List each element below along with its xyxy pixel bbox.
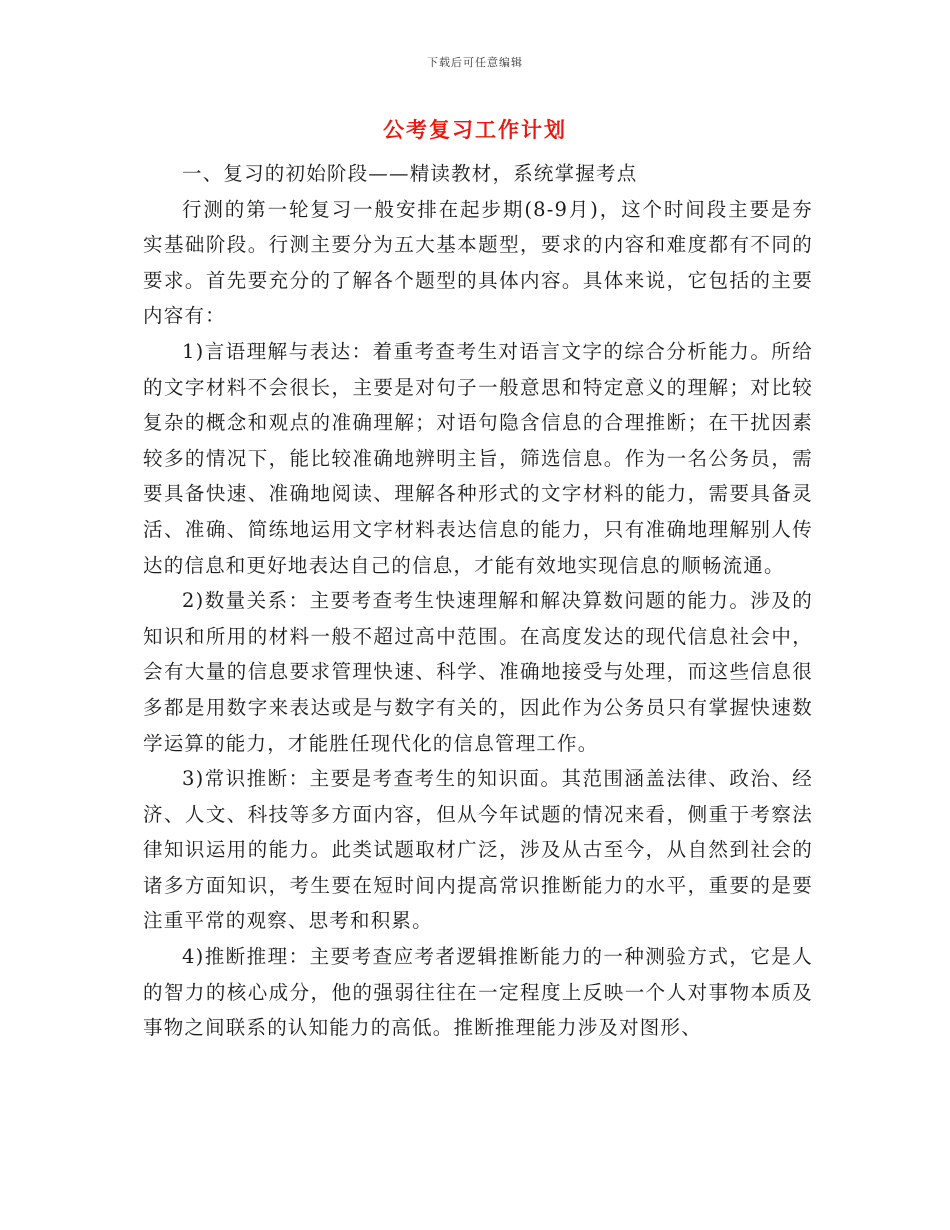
paragraph-intro: 行测的第一轮复习一般安排在起步期(8-9月)，这个时间段主要是夯实基础阶段。行测主要分为五大基本题型，要求的内容和难度都有不同的要求。首先要充分的了解各个题型的具体内容。具体来说，它包括的主要内容有： — [143, 197, 813, 328]
paragraph-reasoning: 4)推断推理：主要考查应考者逻辑推断能力的一种测验方式，它是人的智力的核心成分，他的强弱往往在一定程度上反映一个人对事物本质及事物之间联系的认知能力的高低。推断推理能力涉及对图形、 — [143, 945, 813, 1040]
document-title: 公考复习工作计划 — [383, 117, 567, 142]
document-body — [143, 156, 813, 1046]
section-heading: 一、复习的初始阶段——精读教材，系统掌握考点 — [182, 162, 638, 185]
paragraph-common-sense: 3)常识推断：主要是考查考生的知识面。其范围涵盖法律、政治、经济、人文、科技等多方面内容，但从今年试题的情况来看，侧重于考察法律知识运用的能力。此类试题取材广泛，涉及从古至今，从自然到社会的诸多方面知识，考生要在短时间内提高常识推断能力的水平，重要的是要注重平常的观察、思考和积累。 — [143, 767, 813, 933]
header-note: 下载后可任意编辑 — [427, 56, 523, 69]
paragraph-verbal: 1)言语理解与表达：着重考查考生对语言文字的综合分析能力。所给的文字材料不会很长，主要是对句子一般意思和特定意义的理解；对比较复杂的概念和观点的准确理解；对语句隐含信息的合理推断；在干扰因素较多的情况下，能比较准确地辨明主旨，筛选信息。作为一名公务员，需要具备快速、准确地阅读、理解各种形式的文字材料的能力，需要具备灵活、准确、简练地运用文字材料表达信息的能力，只有准确地理解别人传达的信息和更好地表达自己的信息，才能有效地实现信息的顺畅流通。 — [143, 339, 813, 577]
paragraph-quantitative: 2)数量关系：主要考查考生快速理解和解决算数问题的能力。涉及的知识和所用的材料一般不超过高中范围。在高度发达的现代信息社会中，会有大量的信息要求管理快速、科学、准确地接受与处理，而这些信息很多都是用数字来表达或是与数字有关的，因此作为公务员只有掌握快速数学运算的能力，才能胜任现代化的信息管理工作。 — [143, 589, 813, 755]
